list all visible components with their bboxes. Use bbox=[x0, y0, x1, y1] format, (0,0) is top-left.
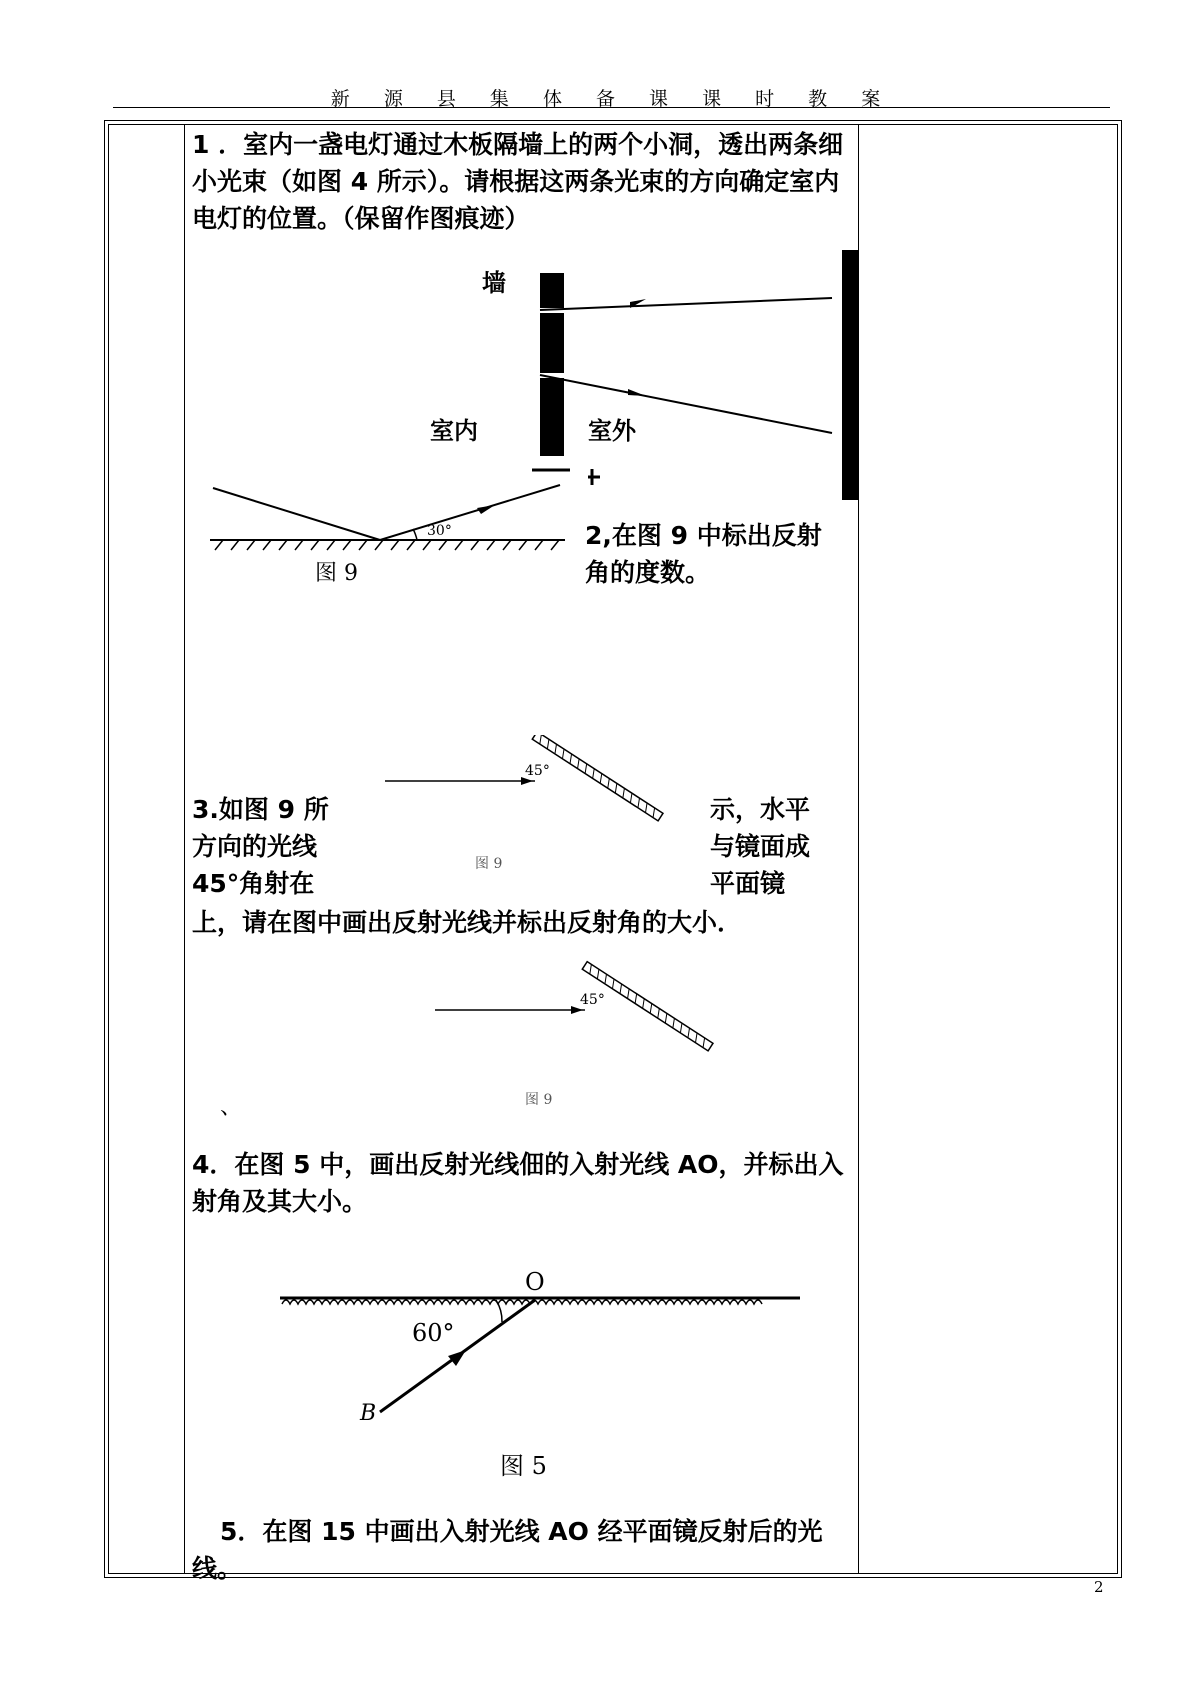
reflected-ray-arrow bbox=[477, 505, 495, 514]
angle-label: 45° bbox=[525, 763, 550, 779]
point-b-label: B bbox=[360, 1401, 377, 1426]
wall-segment-top bbox=[540, 273, 564, 308]
light-beam-lower bbox=[540, 375, 832, 433]
figure-q3-upper bbox=[375, 735, 675, 885]
question-3-right-line-2: 与镜面成 bbox=[710, 832, 811, 861]
question-4-text: 4．在图 5 中，画出反射光线佃的入射光线 AO，并标出入射角及其大小。 bbox=[192, 1150, 844, 1216]
light-beam-lower-arrow bbox=[628, 389, 646, 396]
mirror-hatching bbox=[215, 540, 559, 550]
stray-mark: 、 bbox=[220, 1095, 243, 1120]
figure-q2-reflection bbox=[195, 478, 575, 603]
question-3-left-line-3: 45°角射在 bbox=[192, 869, 315, 898]
angle-label: 45° bbox=[580, 992, 605, 1008]
light-beam-upper bbox=[540, 298, 832, 310]
wall-segment-bottom bbox=[540, 378, 564, 456]
question-3-tail: 上，请在图中画出反射光线并标出反射角的大小． bbox=[192, 908, 743, 937]
figure-q3-lower bbox=[430, 960, 740, 1120]
figure-caption: 图 9 bbox=[475, 856, 503, 872]
question-3-right-line-1: 示，水平 bbox=[710, 795, 811, 824]
page-number: 2 bbox=[1094, 1578, 1104, 1596]
incident-ray bbox=[213, 488, 380, 540]
mirror-hatching bbox=[282, 1300, 762, 1304]
header-rule bbox=[113, 107, 1110, 108]
header-title: 新 源 县 集 体 备 课 课 时 教 案 bbox=[330, 88, 895, 110]
question-3-left-line-1: 3.如图 9 所 bbox=[192, 795, 329, 824]
outdoor-label: 室外 bbox=[588, 416, 636, 445]
wall-segment-middle bbox=[540, 313, 564, 373]
question-3-left-line-2: 方向的光线 bbox=[192, 832, 318, 861]
angle-label: 60° bbox=[412, 1319, 455, 1347]
angle-arc bbox=[413, 529, 417, 540]
point-o-label: O bbox=[525, 1270, 545, 1296]
reflected-ray-arrow bbox=[448, 1350, 466, 1366]
column-divider-left bbox=[184, 124, 185, 1574]
figure-caption: 图 5 bbox=[500, 1452, 547, 1480]
question-2-text: 2,在图 9 中标出反射角的度数。 bbox=[585, 521, 822, 587]
question-1-text: 1 ．室内一盏电灯通过木板隔墙上的两个小洞，透出两条细小光束（如图 4 所示）。请根据这两条光束的方向确定室内电灯的位置。（保留作图痕迹） bbox=[192, 130, 844, 233]
indoor-label: 室内 bbox=[430, 416, 478, 445]
question-3-right-line-3: 平面镜 bbox=[710, 869, 786, 898]
mirror bbox=[532, 735, 663, 821]
figure-q4-reflection bbox=[270, 1270, 810, 1490]
figure-caption: 图 9 bbox=[315, 561, 358, 586]
angle-label: 30° bbox=[427, 523, 452, 539]
question-5-text: 5．在图 15 中画出入射光线 AO 经平面镜反射后的光线。 bbox=[192, 1517, 823, 1583]
figure-wall-light-beams bbox=[420, 245, 860, 505]
wall-label: 墙 bbox=[482, 268, 506, 297]
screen-board bbox=[842, 250, 858, 500]
figure-caption: 图 9 bbox=[525, 1092, 553, 1108]
reflected-ray bbox=[380, 485, 560, 540]
